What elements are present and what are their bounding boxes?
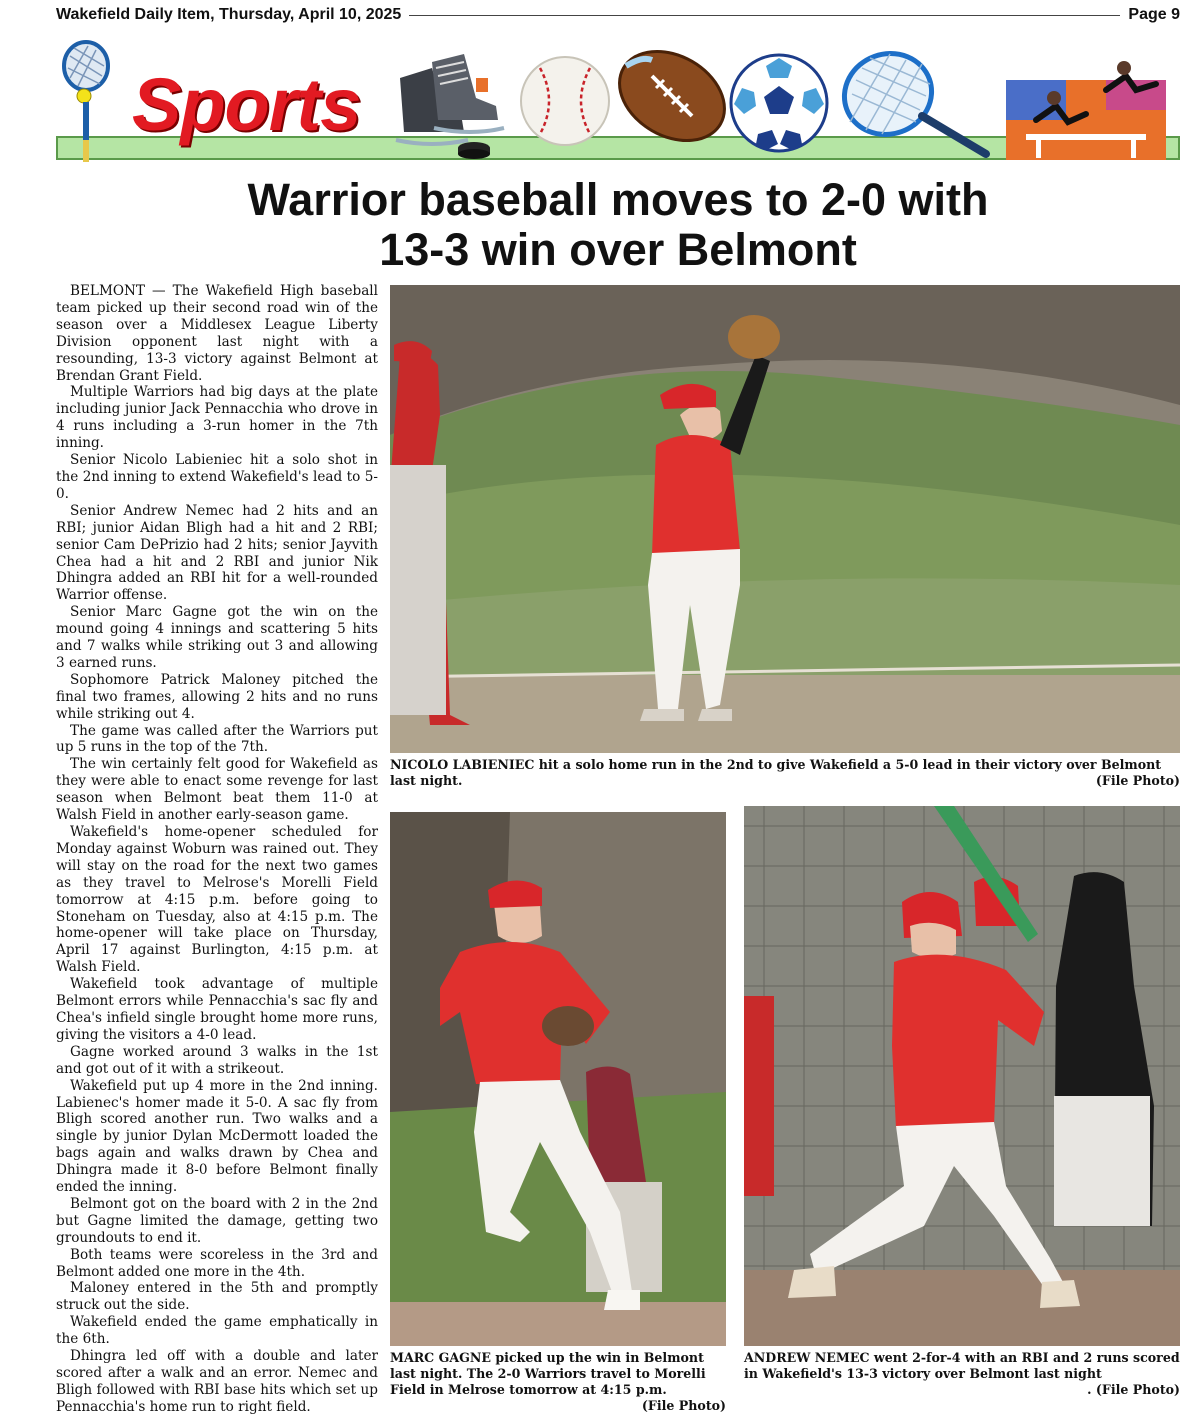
article-paragraph: Multiple Warriors had big days at the plate including junior Jack Pennacchia who drove in 4 runs including a 3-run homer in the 7th inning.: [56, 384, 378, 452]
headline-line-1: Warrior baseball moves to 2-0 with: [247, 174, 989, 225]
ice-skates-icon: [392, 48, 512, 160]
photo-credit: . (File Photo): [1087, 1382, 1180, 1397]
article-paragraph: BELMONT — The Wakefield High baseball team picked up their second road win of the season over a Middlesex League Liberty Division opponent last night with a resounding, 13-3 victory against Belmont at Brendan Grant Field.: [56, 283, 378, 384]
article-paragraph: The game was called after the Warriors put up 5 runs in the top of the 7th.: [56, 722, 378, 756]
article-paragraph: Wakefield put up 4 more in the 2nd inning. Labienec's homer made it 5-0. A sac fly from Bligh scored another run. Two walks and a single by junior Dylan McDermott loaded the bags again and walks drawn by Chea and Dhingra made it 8-0 before Belmont finally ended the inning.: [56, 1077, 378, 1196]
baseball-icon: [518, 54, 612, 148]
football-icon: [612, 46, 732, 146]
article-paragraph: Dhingra led off with a double and later scored after a walk and an error. Nemec and Bligh followed with RBI base hits which set up Pennacchia's home run to right field.: [56, 1348, 378, 1415]
article-paragraph: Maloney entered in the 5th and promptly struck out the side.: [56, 1280, 378, 1314]
caption-text: ANDREW NEMEC went 2-for-4 with an RBI and 2 runs scored in Wakefield's 13-3 victory over Belmont last night: [744, 1350, 1180, 1381]
photo-nemec: [744, 806, 1180, 1346]
folio-page-number: Page 9: [1128, 6, 1180, 23]
caption-text: NICOLO LABIENIEC hit a solo home run in the 2nd to give Wakefield a 5-0 lead in their victory over Belmont last night.: [390, 757, 1162, 788]
soccer-ball-icon: [728, 52, 830, 154]
article-body: [56, 283, 378, 1416]
folio-line: [56, 4, 1180, 26]
hockey-puck-icon: [456, 138, 492, 160]
folio-rule: [409, 15, 1120, 16]
photo-credit: (File Photo): [641, 1398, 726, 1413]
article-paragraph: Belmont got on the board with 2 in the 2nd but Gagne limited the damage, getting two groundouts to end it.: [56, 1195, 378, 1246]
tennis-racket-icon: [836, 50, 996, 160]
caption-labieniec: [390, 757, 1180, 789]
caption-text: MARC GAGNE picked up the win in Belmont last night. The 2-0 Warriors travel to Morelli Field in Melrose tomorrow at 4:15 p.m.: [390, 1350, 706, 1397]
article-paragraph: Sophomore Patrick Maloney pitched the final two frames, allowing 2 hits and no runs while striking out 4.: [56, 671, 378, 722]
article-paragraph: Wakefield's home-opener scheduled for Monday against Woburn was rained out. They will stay on the road for the next two games as they travel to Melrose's Morelli Field tomorrow at 4:15 p.m. before going to Stoneham on Tuesday, also at 4:15 p.m. The home-opener will take place on Thursday, April 17 against Burlington, 4:15 p.m. at Walsh Field.: [56, 824, 378, 976]
article-paragraph: Wakefield ended the game emphatically in the 6th.: [56, 1314, 378, 1348]
article-paragraph: Senior Marc Gagne got the win on the mound going 4 innings and scattering 5 hits and 7 walks while striking out 3 and allowing 3 earned runs.: [56, 604, 378, 671]
article-paragraph: The win certainly felt good for Wakefield as they were able to enact some revenge for last season when Belmont beat them 11-0 at Walsh Field in another early-season game.: [56, 756, 378, 824]
hurdlers-icon: [1006, 50, 1166, 160]
article-paragraph: Senior Nicolo Labieniec hit a solo shot in the 2nd inning to extend Wakefield's lead to 5-0.: [56, 452, 378, 502]
article-paragraph: Wakefield took advantage of multiple Belmont errors while Pennacchia's sac fly and Chea's infield single brought home more runs, giving the visitors a 4-0 lead.: [56, 976, 378, 1043]
photo-credit: (File Photo): [1095, 773, 1180, 788]
banner-title: Sports: [132, 63, 361, 146]
caption-nemec: [744, 1350, 1180, 1398]
folio-publication-date: Wakefield Daily Item, Thursday, April 10, 2025: [56, 6, 402, 23]
article-paragraph: Gagne worked around 3 walks in the 1st and got out of it with a strikeout.: [56, 1043, 378, 1077]
sports-banner: [56, 40, 1180, 168]
photo-labieniec: [390, 285, 1180, 753]
photo-gagne: [390, 812, 726, 1346]
headline: [56, 175, 1180, 275]
caption-gagne: [390, 1350, 726, 1414]
article-paragraph: Senior Andrew Nemec had 2 hits and an RBI; junior Aidan Bligh had a hit and 2 RBI; senior Cam DePrizio had 2 hits; senior Jayvith Chea had a hit and 2 RBI and junior Nik Dhingra added an RBI hit for a well-rounded Warrior offense.: [56, 502, 378, 604]
headline-line-2: 13-3 win over Belmont: [379, 224, 857, 275]
article-paragraph: Both teams were scoreless in the 3rd and Belmont added one more in the 4th.: [56, 1246, 378, 1280]
lacrosse-stick-icon: [56, 40, 120, 164]
